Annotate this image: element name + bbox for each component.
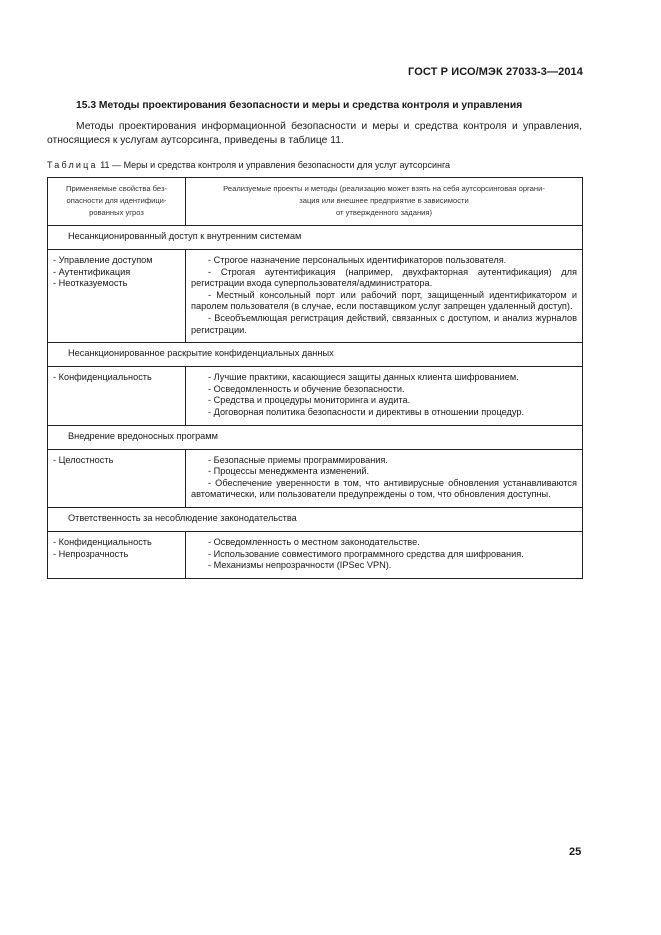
property-item: - Управление доступом (53, 255, 153, 265)
properties-cell (48, 449, 186, 507)
section-title: 15.3 Методы проектирования безопасности и меры и средства контроля и управления (76, 100, 523, 111)
table-row (48, 449, 583, 507)
page-number: 25 (569, 846, 582, 858)
method-item: - Использование совместимого программного средства для шифрования. (208, 548, 524, 559)
method-item: - Местный консольный порт или рабочий порт, защищенный идентификатором и паролем пользователя (в случае, если поставщиком услуг запрещен удаленный доступ). (191, 289, 577, 312)
method-item: - Средства и процедуры мониторинга и аудита. (208, 395, 411, 406)
table-row (48, 367, 583, 425)
intro-paragraph (47, 120, 582, 147)
method-item: - Договорная политика безопасности и директивы в отношении процедур. (208, 406, 525, 417)
methods-cell (186, 449, 583, 507)
threat-title: Внедрение вредоносных программ (48, 425, 583, 449)
method-item: - Строгая аутентификация (например, двухфакторная аутентификация) для регистрации входа суперпользователя/администратора. (191, 266, 577, 289)
method-item: - Осведомленность и обучение безопасности. (208, 383, 405, 394)
header-methods-line: от утвержденного задания) (335, 208, 433, 217)
standard-code: ГОСТ Р ИСО/МЭК 27033-3—2014 (408, 66, 583, 78)
controls-table (47, 177, 583, 579)
table-row (48, 531, 583, 578)
threat-section-row (48, 425, 583, 449)
method-item: - Строгое назначение персональных идентификаторов пользователя. (208, 255, 507, 265)
method-item: - Безопасные приемы программирования. (208, 454, 388, 465)
threat-title: Несанкционированное раскрытие конфиденциальных данных (48, 343, 583, 367)
property-item: - Непрозрачность (53, 548, 129, 559)
table-caption-label: Таблица (47, 160, 98, 170)
property-item: - Целостность (53, 454, 114, 465)
threat-section-row (48, 507, 583, 531)
threat-section-row (48, 226, 583, 250)
properties-cell (48, 531, 186, 578)
methods-cell (186, 367, 583, 425)
property-item: - Неотказуемость (53, 278, 128, 289)
method-item: - Лучшие практики, касающиеся защиты данных клиента шифрованием. (208, 372, 519, 383)
table-caption-text: 11 — Меры и средства контроля и управления безопасности для услуг аутсорсинга (100, 160, 451, 170)
method-item: - Обеспечение уверенности в том, что антивирусные обновления устанавливаются автоматически, или пользователи предупреждены о том, что обновления доступны. (191, 477, 577, 500)
threat-title: Ответственность за несоблюдение законодательства (48, 507, 583, 531)
property-item: - Конфиденциальность (53, 372, 152, 383)
header-properties-line: опасности для идентифици- (66, 196, 167, 205)
table-row (48, 250, 583, 343)
method-item: - Механизмы непрозрачности (IPSec VPN). (208, 560, 392, 571)
threat-section-row (48, 343, 583, 367)
table-caption (47, 160, 450, 170)
method-item: - Осведомленность о местном законодательстве. (208, 536, 420, 547)
methods-cell (186, 250, 583, 343)
header-methods (186, 178, 583, 226)
header-properties-line: Применяемые свойства без- (65, 184, 167, 193)
method-item: - Процессы менеджмента изменений. (208, 466, 370, 477)
properties-cell (48, 250, 186, 343)
intro-text: Методы проектирования информационной безопасности и меры и средства контроля и управления, относящиеся к услугам аутсорсинга, приведены в таблице 11. (47, 121, 582, 146)
properties-cell (48, 367, 186, 425)
methods-cell (186, 531, 583, 578)
property-item: - Аутентификация (53, 266, 131, 277)
threat-title: Несанкционированный доступ к внутренним системам (48, 226, 583, 250)
method-item: - Всеобъемлющая регистрация действий, связанных с доступом, и анализ журналов регистрации. (191, 312, 577, 335)
header-properties (48, 178, 186, 226)
header-properties-line: рованных угроз (89, 208, 144, 217)
table-header-row (48, 178, 583, 226)
header-methods-line: зация или внешнее предприятие в зависимости (299, 196, 469, 205)
property-item: - Конфиденциальность (53, 536, 152, 547)
header-methods-line: Реализуемые проекты и методы (реализацию может взять на себя аутсорсинговая органи- (223, 184, 545, 193)
